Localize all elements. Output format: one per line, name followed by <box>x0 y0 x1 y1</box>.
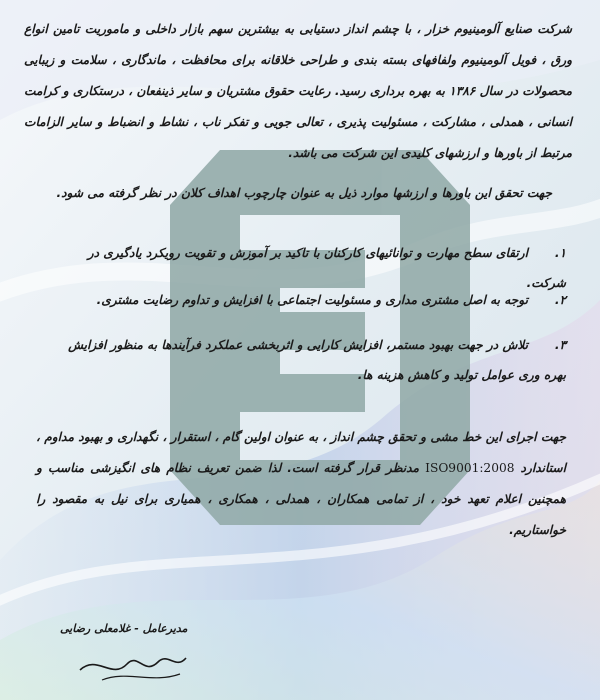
signature-mark <box>72 640 192 690</box>
closing-text-1: جهت اجرای این خط مشی و تحقق چشم انداز ، به عنوان اولین گام ، استقرار ، نگهداری و بهبود مداوم ، استاندارد <box>36 430 567 475</box>
intro-paragraph: شرکت صنایع آلومینیوم خزار ، با چشم انداز دستیابی به بیشترین سهم بازار داخلی و ماموریت تامین انواع ورق ، فویل آلومینیوم ولفافهای بسته بندی و طراحی خلاقانه برای محافظت ، ماندگاری ، سلامت و زیبایی محصولات در سال ۱۳۸۶ به بهره برداری رسید. رعایت حقوق مشتریان و سایر ذینفعان ، درستکاری و کرامت انسانی ، همدلی ، مشارکت ، مسئولیت پذیری ، تعالی جویی و تفکر ناب ، نشاط و انضباط و سایر الزامات مرتبط از باورها و ارزشهای کلیدی این شرکت می باشد. <box>24 22 572 160</box>
iso-code: ISO9001:2008 <box>425 461 515 475</box>
goal-item <box>46 330 566 390</box>
goal-number: ۳. <box>554 338 566 352</box>
goal-text: توجه به اصل مشتری مداری و مسئولیت اجتماعی با افزایش و تداوم رضایت مشتری. <box>96 293 528 307</box>
closing-paragraph <box>36 422 566 546</box>
goal-number: ۱. <box>554 246 566 260</box>
goal-text: ارتقای سطح مهارت و توانائیهای کارکنان با تاکید بر آموزش و تقویت رویکرد یادگیری در شرکت. <box>87 246 566 290</box>
signature-title: مدیرعامل - غلامعلی رضایی <box>60 622 188 635</box>
goal-item <box>46 285 566 315</box>
goal-text: تلاش در جهت بهبود مستمر، افزایش کارایی و اثربخشی عملکرد فرآیندها به منظور افزایش بهره وری عوامل تولید و کاهش هزینه ها. <box>68 338 566 382</box>
closing-text-2: مدنظر قرار گرفته است. لذا ضمن تعریف نظام های انگیزشی مناسب و همچنین اعلام تعهد خود ، از تمامی همکاران ، همدلی ، همکاری ، همیاری برای نیل به مقصود را خواستاریم. <box>36 461 566 537</box>
goal-number: ۲. <box>554 293 566 307</box>
lead-paragraph: جهت تحقق این باورها و ارزشها موارد ذیل به عنوان چارچوب اهداف کلان در نظر گرفته می شود. <box>56 186 552 200</box>
